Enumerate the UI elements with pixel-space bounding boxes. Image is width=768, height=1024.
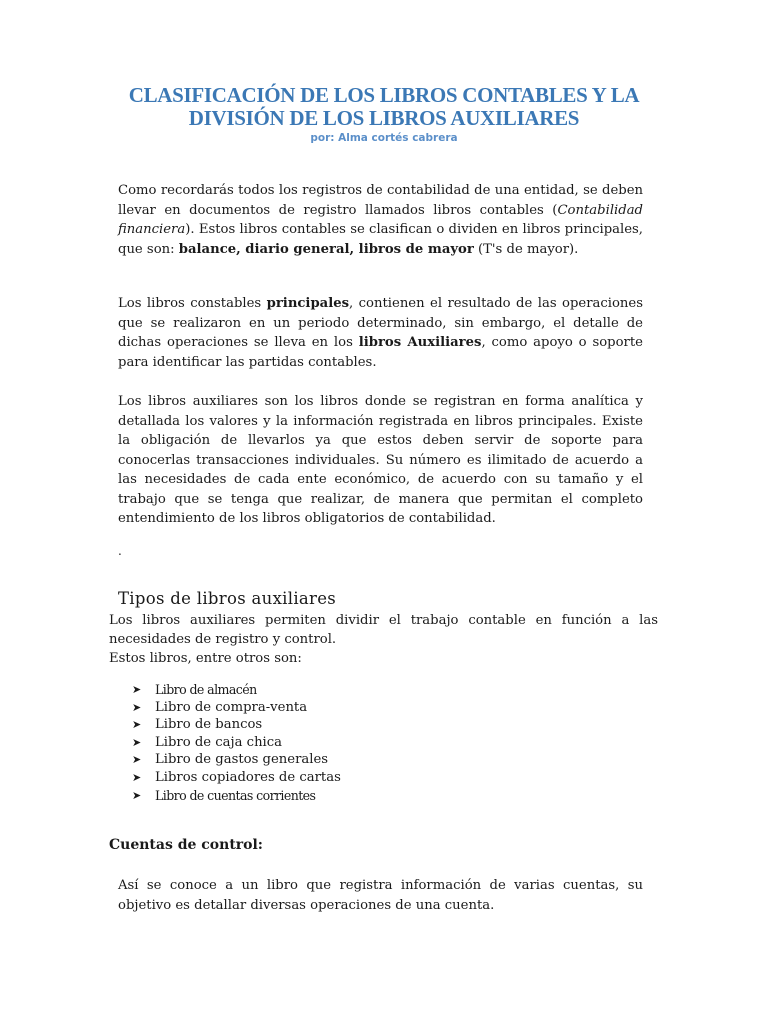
p2-bold-1: principales — [266, 296, 350, 311]
list-item-label: Libros copiadores de cartas — [155, 769, 341, 785]
p1-bold: balance, diario general, libros de mayor — [178, 241, 474, 257]
arrowhead-bullet-icon: ➤ — [132, 735, 142, 749]
list-item-label: Libro de almacén — [155, 682, 257, 697]
list-item — [132, 751, 341, 769]
arrowhead-bullet-icon: ➤ — [132, 788, 142, 802]
p2-text-3: , como apoyo o soporte para identificar las partidas contables. — [118, 335, 643, 370]
p1-text-2: ). Estos libros contables se clasifican o dividen en libros principales, que son: — [118, 222, 643, 257]
arrowhead-bullet-icon: ➤ — [132, 753, 142, 767]
list-item-label: Libro de gastos generales — [155, 752, 329, 768]
list-item-label: Libro de bancos — [155, 717, 263, 733]
libros-list — [132, 681, 341, 804]
list-item — [132, 787, 341, 805]
title-line-1: CLASIFICACIÓN DE LOS LIBROS CONTABLES Y LA — [128, 83, 640, 107]
title-line-2: DIVISIÓN DE LOS LIBROS AUXILIARES — [188, 106, 580, 130]
p1-text-3: (T's de mayor). — [473, 241, 579, 257]
arrowhead-bullet-icon: ➤ — [132, 700, 142, 714]
paragraph-principales — [118, 294, 643, 372]
arrowhead-bullet-icon: ➤ — [132, 683, 142, 696]
list-item — [132, 699, 341, 717]
p2-bold-2: libros Auxiliares — [358, 335, 482, 350]
paragraph-intro — [118, 181, 643, 259]
list-item-label: Libro de compra-venta — [155, 699, 308, 715]
p1-italic: Contabilidad financiera — [118, 202, 643, 237]
list-item-label: Libro de caja chica — [155, 734, 283, 750]
list-item — [132, 681, 341, 699]
paragraph-auxiliares: Los libros auxiliares son los libros donde se registran en forma analítica y detallada los valores y la información registrada en libros principales. Existe la obligación de llevarlos ya que estos deben servir de soporte para conocerlas transacciones individuales. Su número es ilimitado de acuerdo a las necesidades de cada ente económico, de acuerdo con su tamaño y el trabajo que se tenga que realizar, de manera que permitan el completo entendimiento de los libros obligatorios de contabilidad. — [118, 394, 643, 526]
list-item — [132, 734, 341, 752]
arrowhead-bullet-icon: ➤ — [132, 770, 142, 784]
tipos-intro — [109, 611, 658, 668]
p2-text-1: Los libros constables — [118, 296, 267, 311]
p1-text-1: Como recordarás todos los registros de contabilidad de una entidad, se deben llevar en documentos de registro llamados libros contables ( — [118, 183, 643, 218]
paragraph-cuentas-control: Así se conoce a un libro que registra información de varias cuentas, su objetivo es detallar diversas operaciones de una cuenta. — [118, 878, 643, 913]
list-item — [132, 769, 341, 787]
cuentas-control-heading: Cuentas de control: — [109, 837, 263, 853]
tipos-intro-line-2: Estos libros, entre otros son: — [109, 651, 302, 666]
arrowhead-bullet-icon: ➤ — [132, 718, 142, 732]
list-item-label: Libro de cuentas corrientes — [155, 787, 316, 803]
document-title — [120, 84, 648, 130]
tipos-heading: Tipos de libros auxiliares — [118, 589, 337, 608]
list-item — [132, 716, 341, 734]
p2-text-2: , contienen el resultado de las operaciones que se realizaron en un periodo determinado, sin embargo, el detalle de dichas operaciones se lleva en los — [118, 296, 643, 350]
author-byline: por: Alma cortés cabrera — [310, 132, 458, 144]
stray-dot: . — [118, 544, 122, 558]
tipos-intro-line: Los libros auxiliares permiten dividir el trabajo contable en función a las necesidades de registro y control. — [109, 613, 658, 647]
